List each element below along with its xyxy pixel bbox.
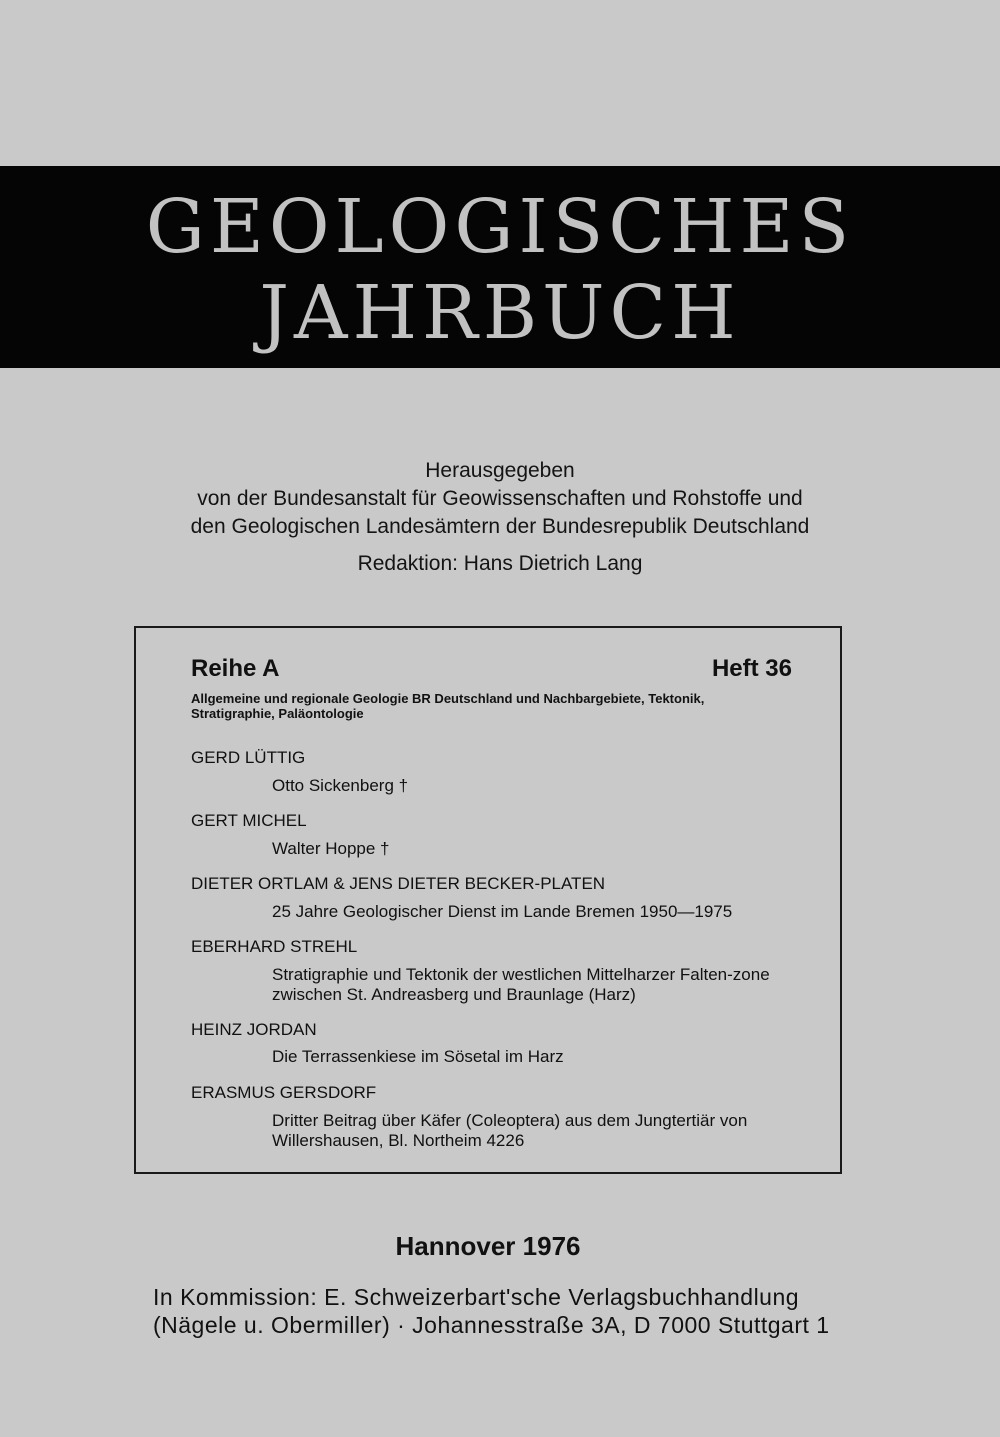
entry-title: Die Terrassenkiese im Sösetal im Harz <box>272 1047 564 1066</box>
entry-author: GERD LÜTTIG <box>191 748 306 767</box>
journal-title-line2: JAHRBUCH <box>259 270 741 356</box>
place-year: Hannover 1976 <box>395 1231 581 1261</box>
published-by-label: Herausgegeben <box>425 459 575 482</box>
entry-author: ERASMUS GERSDORF <box>191 1083 377 1102</box>
commission-line2: (Nägele u. Obermiller) · Johannesstraße 3A, D 7000 Stuttgart 1 <box>153 1312 830 1338</box>
issue-label: Heft 36 <box>711 655 792 682</box>
entry-author: DIETER ORTLAM & JENS DIETER BECKER-PLATEN <box>191 874 606 893</box>
entry-title: Dritter Beitrag über Käfer (Coleoptera) aus dem Jungtertiär von Willershausen, Bl. Northeim 4226 <box>272 1111 748 1150</box>
editor-line: Redaktion: Hans Dietrich Lang <box>357 552 643 575</box>
entry-author: GERT MICHEL <box>191 811 307 830</box>
entry-title: Otto Sickenberg † <box>272 776 409 795</box>
entry-title: Stratigraphie und Tektonik der westlichen Mittelharzer Falten-zone zwischen St. Andreasberg und Braunlage (Harz) <box>272 965 770 1004</box>
commission-line1: In Kommission: E. Schweizerbart'sche Verlagsbuchhandlung <box>153 1284 800 1310</box>
journal-title-line1: GEOLOGISCHES <box>145 184 855 270</box>
entry-title: Walter Hoppe † <box>272 839 390 858</box>
series-subject: Allgemeine und regionale Geologie BR Deutschland und Nachbargebiete, Tektonik, Stratigraphie, Paläontologie <box>191 691 705 721</box>
entry-title: 25 Jahre Geologischer Dienst im Lande Bremen 1950—1975 <box>272 902 733 921</box>
entry-author: HEINZ JORDAN <box>191 1020 317 1039</box>
series-label: Reihe A <box>191 655 280 682</box>
entry-author: EBERHARD STREHL <box>191 937 358 956</box>
publisher-line1: von der Bundesanstalt für Geowissenschaften und Rohstoffe und <box>197 487 803 510</box>
publisher-line2: den Geologischen Landesämtern der Bundesrepublik Deutschland <box>190 515 810 538</box>
